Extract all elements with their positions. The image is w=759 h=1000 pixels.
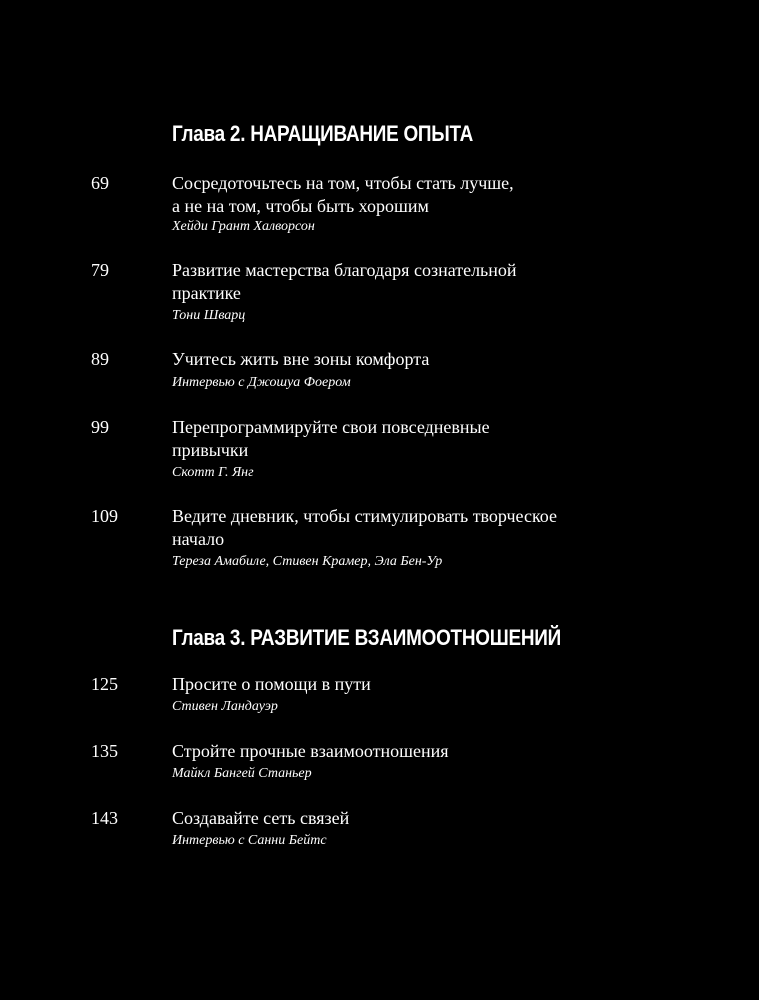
entry-page-number: 135	[91, 741, 118, 761]
entry-author: Интервью с Санни Бейтс	[172, 833, 327, 848]
entry-title: Стройте прочные взаимоотношения	[172, 741, 449, 761]
entry-title: Сосредоточьтесь на том, чтобы стать лучше, а не на том, чтобы быть хорошим	[172, 173, 514, 216]
entry-author: Интервью с Джошуа Фоером	[172, 375, 351, 390]
entry-title: Перепрограммируйте свои повседневные привычки	[172, 417, 490, 460]
entry-page-number: 143	[91, 808, 118, 828]
chapter-2-title: Глава 2. НАРАЩИВАНИЕ ОПЫТА	[172, 121, 474, 146]
entry-author: Майкл Бангей Станьер	[172, 766, 312, 781]
chapter-3-title: Глава 3. РАЗВИТИЕ ВЗАИМООТНОШЕНИЙ	[172, 625, 561, 650]
entry-author: Тереза Амабиле, Стивен Крамер, Эла Бен-Ур	[172, 554, 443, 569]
entry-page-number: 79	[91, 260, 109, 280]
entry-title: Ведите дневник, чтобы стимулировать творческое начало	[172, 506, 558, 549]
entry-title: Развитие мастерства благодаря сознательной практике	[172, 260, 517, 303]
entry-author: Хейди Грант Халворсон	[172, 219, 315, 234]
entry-page-number: 99	[91, 417, 109, 437]
entry-page-number: 125	[91, 674, 118, 694]
entry-title: Просите о помощи в пути	[172, 674, 371, 694]
entry-author: Скотт Г. Янг	[172, 465, 254, 480]
entry-author: Стивен Ландауэр	[172, 699, 278, 714]
entry-page-number: 89	[91, 349, 109, 369]
entry-page-number: 69	[91, 173, 109, 193]
entry-page-number: 109	[91, 506, 118, 526]
entry-title: Учитесь жить вне зоны комфорта	[172, 349, 430, 369]
entry-author: Тони Шварц	[172, 308, 246, 323]
entry-title: Создавайте сеть связей	[172, 808, 350, 828]
